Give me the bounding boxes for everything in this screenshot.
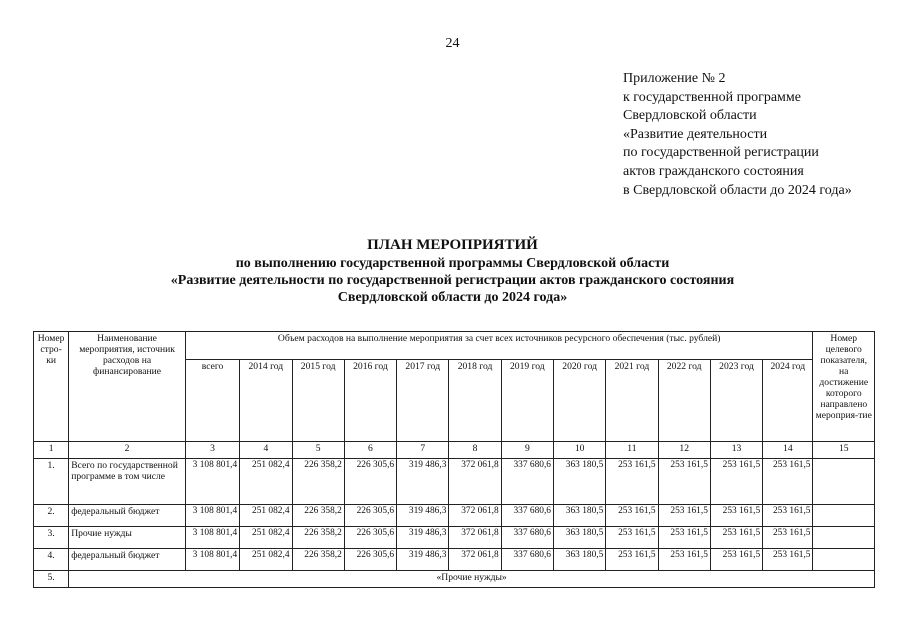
value-cell: 253 161,5: [606, 505, 658, 527]
column-number: 9: [501, 442, 553, 459]
row-name: Всего по государственной программе в том числе: [69, 459, 186, 505]
value-cell: 337 680,6: [501, 459, 553, 505]
appendix-line: в Свердловской области до 2024 года»: [623, 182, 852, 198]
appendix-block: [623, 70, 852, 200]
value-cell: 337 680,6: [501, 549, 553, 571]
value-cell: 253 161,5: [606, 549, 658, 571]
value-cell: 226 305,6: [344, 527, 396, 549]
row-number: 4.: [34, 549, 69, 571]
value-cell: 3 108 801,4: [185, 505, 239, 527]
table-row: [34, 459, 875, 505]
value-cell: 319 486,3: [397, 549, 449, 571]
header-total: всего: [185, 360, 239, 442]
value-cell: 253 161,5: [658, 527, 710, 549]
column-number: 7: [397, 442, 449, 459]
header-year: 2021 год: [606, 360, 658, 442]
column-number: 2: [69, 442, 186, 459]
column-number: 12: [658, 442, 710, 459]
indicator-cell: [813, 527, 875, 549]
appendix-line: Свердловской области: [623, 108, 757, 124]
plan-table: [33, 331, 875, 588]
header-year: 2015 год: [292, 360, 344, 442]
value-cell: 337 680,6: [501, 505, 553, 527]
indicator-cell: [813, 549, 875, 571]
heading-line: «Развитие деятельности по государственной регистрации актов гражданского состояния: [170, 273, 735, 288]
header-year: 2014 год: [240, 360, 292, 442]
row-name: федеральный бюджет: [69, 505, 186, 527]
value-cell: 253 161,5: [658, 505, 710, 527]
column-number: 15: [813, 442, 875, 459]
header-year: 2018 год: [449, 360, 501, 442]
header-year: 2023 год: [710, 360, 762, 442]
column-number: 6: [344, 442, 396, 459]
value-cell: 226 358,2: [292, 505, 344, 527]
row-number: 1.: [34, 459, 69, 505]
value-cell: 226 358,2: [292, 459, 344, 505]
value-cell: 372 061,8: [449, 459, 501, 505]
value-cell: 253 161,5: [763, 527, 813, 549]
value-cell: 253 161,5: [658, 549, 710, 571]
column-number: 11: [606, 442, 658, 459]
value-cell: 363 180,5: [553, 505, 605, 527]
value-cell: 363 180,5: [553, 549, 605, 571]
section-row: [34, 571, 875, 588]
value-cell: 226 305,6: [344, 459, 396, 505]
value-cell: 319 486,3: [397, 527, 449, 549]
value-cell: 253 161,5: [710, 505, 762, 527]
value-cell: 253 161,5: [763, 549, 813, 571]
row-name: федеральный бюджет: [69, 549, 186, 571]
table-row: [34, 527, 875, 549]
value-cell: 3 108 801,4: [185, 527, 239, 549]
row-number: 5.: [34, 571, 69, 588]
value-cell: 226 358,2: [292, 549, 344, 571]
column-number: 10: [553, 442, 605, 459]
value-cell: 253 161,5: [710, 549, 762, 571]
column-number: 1: [34, 442, 69, 459]
value-cell: 363 180,5: [553, 459, 605, 505]
value-cell: 253 161,5: [606, 459, 658, 505]
value-cell: 226 358,2: [292, 527, 344, 549]
value-cell: 372 061,8: [449, 527, 501, 549]
heading-line: по выполнению государственной программы Свердловской области: [235, 256, 670, 271]
appendix-line: к государственной программе: [623, 89, 801, 105]
value-cell: 3 108 801,4: [185, 459, 239, 505]
value-cell: 319 486,3: [397, 459, 449, 505]
header-year: 2020 год: [553, 360, 605, 442]
value-cell: 253 161,5: [658, 459, 710, 505]
value-cell: 372 061,8: [449, 505, 501, 527]
header-name: Наименование мероприятия, источник расходов на финансирование: [69, 332, 186, 442]
appendix-line: Приложение № 2: [623, 71, 726, 86]
document-title: ПЛАН МЕРОПРИЯТИЙ: [367, 237, 538, 253]
page-number: 24: [445, 36, 460, 51]
document-heading: [0, 236, 905, 306]
value-cell: 251 082,4: [240, 505, 292, 527]
value-cell: 251 082,4: [240, 549, 292, 571]
header-indicator: Номер целевого показателя, на достижение которого направлено мероприя-тие: [813, 332, 875, 442]
table-row: [34, 549, 875, 571]
header-row-number: Номер стро-ки: [34, 332, 69, 442]
column-number: 5: [292, 442, 344, 459]
value-cell: 3 108 801,4: [185, 549, 239, 571]
value-cell: 363 180,5: [553, 527, 605, 549]
column-number-row: [34, 442, 875, 459]
header-year: 2016 год: [344, 360, 396, 442]
section-label: «Прочие нужды»: [69, 571, 875, 588]
row-number: 2.: [34, 505, 69, 527]
value-cell: 226 305,6: [344, 505, 396, 527]
table-header-row: [34, 332, 875, 360]
value-cell: 226 305,6: [344, 549, 396, 571]
indicator-cell: [813, 505, 875, 527]
value-cell: 253 161,5: [710, 527, 762, 549]
header-volume: Объем расходов на выполнение мероприятия за счет всех источников ресурсного обеспечения (тыс. рублей): [185, 332, 813, 360]
row-name: Прочие нужды: [69, 527, 186, 549]
column-number: 8: [449, 442, 501, 459]
value-cell: 253 161,5: [763, 505, 813, 527]
value-cell: 337 680,6: [501, 527, 553, 549]
appendix-line: актов гражданского состояния: [623, 163, 804, 179]
value-cell: 372 061,8: [449, 549, 501, 571]
appendix-line: по государственной регистрации: [623, 145, 819, 161]
header-year: 2017 год: [397, 360, 449, 442]
appendix-line: «Развитие деятельности: [623, 126, 768, 142]
value-cell: 251 082,4: [240, 527, 292, 549]
header-year: 2019 год: [501, 360, 553, 442]
column-number: 13: [710, 442, 762, 459]
value-cell: 319 486,3: [397, 505, 449, 527]
column-number: 3: [185, 442, 239, 459]
header-year: 2022 год: [658, 360, 710, 442]
column-number: 14: [763, 442, 813, 459]
value-cell: 251 082,4: [240, 459, 292, 505]
value-cell: 253 161,5: [763, 459, 813, 505]
column-number: 4: [240, 442, 292, 459]
indicator-cell: [813, 459, 875, 505]
row-number: 3.: [34, 527, 69, 549]
heading-line: Свердловской области до 2024 года»: [337, 290, 568, 305]
value-cell: 253 161,5: [606, 527, 658, 549]
header-year: 2024 год: [763, 360, 813, 442]
table-row: [34, 505, 875, 527]
value-cell: 253 161,5: [710, 459, 762, 505]
